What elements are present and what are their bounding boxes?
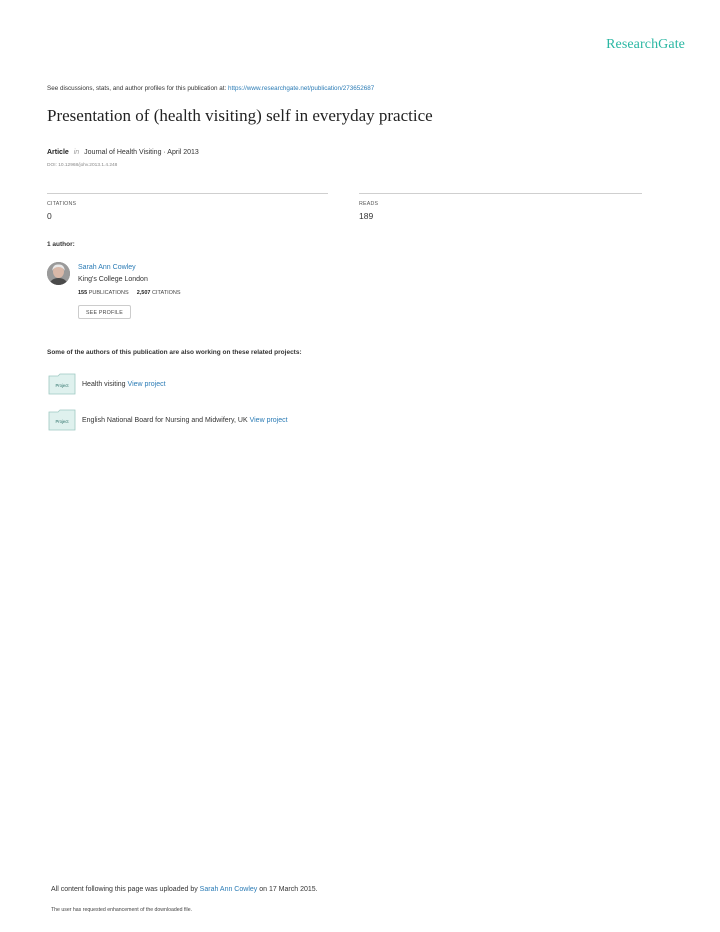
upload-notice bbox=[51, 886, 318, 893]
intro-line bbox=[47, 85, 374, 92]
citations-divider bbox=[47, 193, 328, 194]
project-icon-label: Project bbox=[55, 383, 69, 388]
reads-divider bbox=[359, 193, 642, 194]
author-name-link[interactable]: Sarah Ann Cowley bbox=[78, 264, 136, 271]
uploader-link[interactable]: Sarah Ann Cowley bbox=[199, 886, 258, 893]
doi: DOI: 10.12968/johv.2013.1.4.248 bbox=[47, 163, 118, 168]
researchgate-logo[interactable]: ResearchGate bbox=[606, 37, 685, 52]
project-item bbox=[82, 417, 288, 424]
upload-prefix: All content following this page was uploaded by bbox=[51, 886, 198, 893]
reads-count: 189 bbox=[359, 211, 374, 221]
publication-title: Presentation of (health visiting) self in everyday practice bbox=[47, 106, 433, 125]
citations-count: 0 bbox=[47, 211, 52, 221]
intro-text: See discussions, stats, and author profiles for this publication at: bbox=[47, 85, 227, 92]
publication-meta bbox=[47, 149, 199, 156]
avatar[interactable] bbox=[47, 262, 70, 285]
upload-suffix: on 17 March 2015. bbox=[259, 886, 318, 893]
publication-url-link[interactable]: https://www.researchgate.net/publication/273652687 bbox=[227, 85, 375, 92]
author-publications-label: PUBLICATIONS bbox=[88, 290, 129, 296]
related-projects-heading: Some of the authors of this publication are also working on these related projects: bbox=[47, 349, 302, 356]
project-title: English National Board for Nursing and Midwifery, UK bbox=[82, 417, 248, 424]
author-photo bbox=[47, 262, 70, 285]
view-project-link[interactable]: View project bbox=[249, 417, 288, 424]
author-citations-count: 2,507 bbox=[136, 290, 151, 296]
author-citations-label: CITATIONS bbox=[152, 290, 181, 296]
publication-type: Article bbox=[47, 149, 69, 156]
project-item bbox=[82, 381, 166, 388]
see-profile-button[interactable]: SEE PROFILE bbox=[78, 305, 131, 319]
in-label: in bbox=[73, 149, 80, 156]
project-folder-icon bbox=[48, 373, 76, 395]
reads-label: READS bbox=[359, 201, 379, 207]
citations-label: CITATIONS bbox=[47, 201, 77, 207]
author-publications-count: 155 bbox=[78, 290, 88, 296]
project-title: Health visiting bbox=[82, 381, 126, 388]
journal-info: Journal of Health Visiting · April 2013 bbox=[84, 149, 199, 156]
author-stats bbox=[78, 290, 181, 296]
project-icon-label: Project bbox=[55, 419, 69, 424]
enhancement-note: The user has requested enhancement of the downloaded file. bbox=[51, 907, 193, 913]
project-folder-icon bbox=[48, 409, 76, 431]
authors-heading: 1 author: bbox=[47, 241, 75, 248]
view-project-link[interactable]: View project bbox=[127, 381, 166, 388]
author-institution: King's College London bbox=[78, 276, 148, 283]
